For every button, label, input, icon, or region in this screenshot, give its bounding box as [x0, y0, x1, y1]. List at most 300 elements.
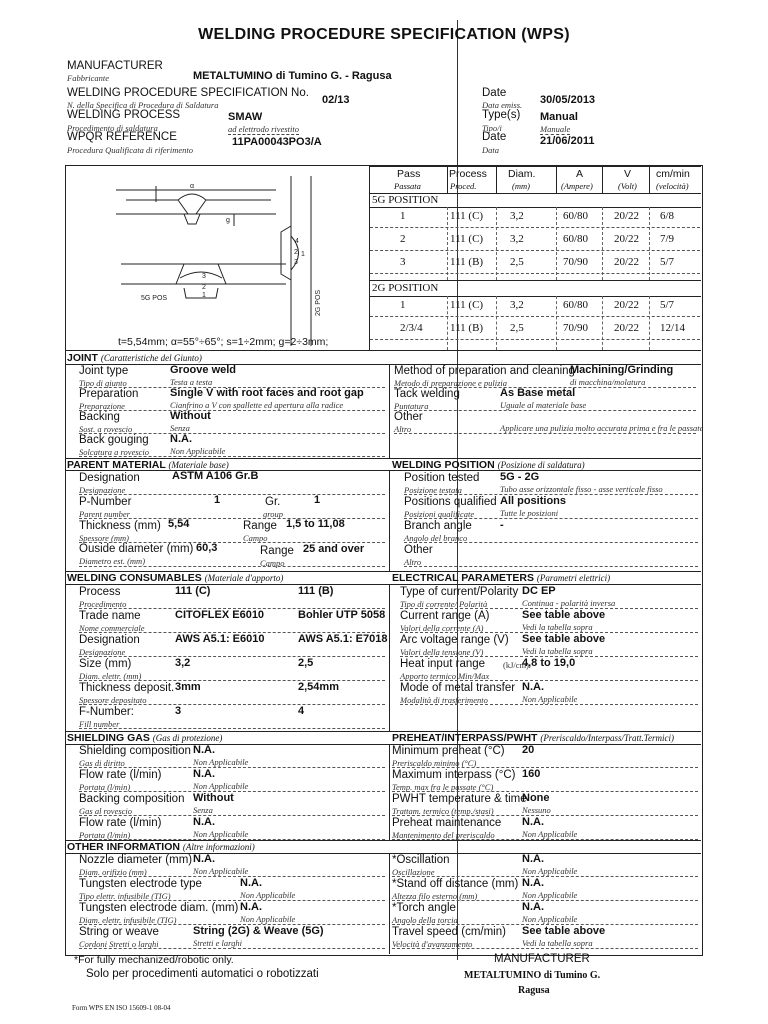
field-sub: Fill number [79, 719, 120, 729]
field-sub: Altro [404, 557, 422, 567]
section-2g-bottom [369, 296, 701, 297]
field-rule [400, 704, 698, 705]
pass-cell: 111 (C) [450, 210, 484, 222]
pass-cell: 1 [400, 299, 406, 311]
field-label: Designation [79, 634, 140, 646]
gas-heading [67, 732, 222, 744]
field-value-it: Vedi la tabella sopra [522, 646, 593, 656]
field-label: Tungsten electrode diam. (mm) [79, 902, 239, 914]
field-label: Position tested [404, 472, 480, 484]
joint-heading-en: JOINT [67, 352, 98, 364]
position-heading [392, 459, 585, 471]
signature-manufacturer-name: METALTUMINO di Tumino G. [464, 970, 601, 981]
field-value-it: Testa a testa [170, 377, 213, 387]
process-hand: ad elettrodo rivestito [228, 124, 299, 134]
field-label: String or weave [79, 926, 159, 938]
consumables-heading [67, 572, 283, 584]
field-sub: Diam. elettr. (mm) [79, 671, 142, 681]
column-divider [389, 470, 390, 571]
header-v: V [624, 168, 632, 180]
footnote-en: *For fully mechanized/robotic only. [74, 954, 234, 966]
field-value: 160 [522, 768, 541, 780]
pm-range1-label: Range [243, 520, 277, 532]
field-rule [370, 339, 700, 340]
field-rule [404, 566, 698, 567]
header-diam-it: (mm) [512, 181, 530, 191]
field-value: As Base metal [500, 387, 576, 399]
bead-label: 2 [294, 249, 298, 256]
field-label: *Oscillation [392, 854, 450, 866]
column-divider [389, 853, 390, 954]
field-rule [79, 815, 385, 816]
field-sub: Angolo della torcia [392, 915, 458, 925]
pm-pnumber-sub: Parent number [79, 509, 130, 519]
joint-dimensions: t=5,54mm; α=55°÷65°; s=1÷2mm; g=2÷3mm; [118, 336, 329, 348]
field-value: 5G - 2G [500, 471, 540, 483]
field-rule [79, 566, 385, 567]
field-label: Size (mm) [79, 658, 132, 670]
signature-manufacturer-label: MANUFACTURER [494, 953, 590, 965]
field-rule [392, 839, 698, 840]
field-sub: Portata (l/min) [79, 830, 131, 840]
field-sub: Mantenimento del preriscaldo [392, 830, 495, 840]
pass-cell: 3,2 [510, 210, 524, 222]
field-value-it: Senza [193, 805, 213, 815]
pass-cell: 3 [400, 256, 406, 268]
field-rule [79, 839, 385, 840]
bead-label: 3 [294, 259, 298, 266]
field-label: Preparation [79, 388, 139, 400]
field-sub: Procedimento [79, 599, 127, 609]
field-value: N.A. [193, 853, 215, 865]
types-hand: Manuale [540, 124, 571, 134]
field-label: Travel speed (cm/min) [392, 926, 506, 938]
divider [65, 584, 701, 585]
consumables-heading-en: WELDING CONSUMABLES [67, 572, 202, 584]
field-sub: Portata (l/min) [79, 782, 131, 792]
header-v-it: (Volt) [618, 181, 637, 191]
consumable-value-2: 2,5 [298, 657, 314, 669]
field-rule [79, 456, 385, 457]
col-sep [556, 166, 557, 193]
position-heading-en: WELDING POSITION [392, 459, 495, 471]
field-rule [394, 433, 696, 434]
header-diam: Diam. [508, 168, 536, 180]
bead-label: 4 [295, 238, 299, 245]
field-rule [404, 518, 698, 519]
field-label: Tack welding [394, 388, 460, 400]
angle-symbol: α [190, 183, 195, 190]
header-speed-it: (velocità) [656, 181, 689, 191]
col-sep [649, 166, 650, 193]
field-sub: Gas di diritto [79, 758, 125, 768]
field-sub: Sost. a rovescio [79, 424, 133, 434]
column-divider [389, 584, 390, 731]
gap-symbol: g [226, 217, 230, 224]
field-value: 4,8 to 19,0 [522, 657, 576, 669]
position-heading-it: (Posizione di saldatura) [497, 460, 585, 470]
col-sep-dashed [496, 296, 497, 350]
form-reference: Form WPS EN ISO 15609-1 08-04 [72, 1004, 171, 1012]
field-sub: Tipo di corrente/ Polarità [400, 599, 488, 609]
pass-cell: 20/22 [614, 299, 640, 311]
field-sub: Preparazione [79, 401, 125, 411]
field-value-it: Tubo asse orizzontale fisso - asse verticale fisso [500, 484, 663, 494]
process-value: SMAW [228, 111, 263, 123]
field-value-it: Non Applicabile [240, 890, 296, 900]
electrical-heading [392, 572, 610, 584]
pass-cell: 2 [400, 233, 406, 245]
field-rule [370, 316, 700, 317]
field-sub: Posizione testata [404, 485, 462, 495]
manufacturer-sub: Fabbricante [67, 73, 110, 83]
field-value: N.A. [522, 816, 544, 828]
bead-label: 1 [301, 251, 305, 258]
pass-cell: 5/7 [660, 256, 675, 268]
pass-cell: 60/80 [563, 210, 589, 222]
field-sub: Posizioni qualificate [404, 509, 475, 519]
pass-cell: 3,2 [510, 233, 524, 245]
parent-heading-en: PARENT MATERIAL [67, 459, 166, 471]
field-label: Tungsten electrode type [79, 878, 202, 890]
types-value: Manual [540, 111, 578, 123]
field-value-it: Applicare una pulizia molto accurata prima e fra le passate [500, 423, 704, 433]
col-sep-dashed [556, 296, 557, 350]
parent-heading-it: (Materiale base) [168, 460, 229, 470]
field-value: See table above [522, 633, 606, 645]
pass-cell: 20/22 [614, 322, 640, 334]
preheat-heading-it: (Preriscaldo/Interpass/Tratt.Termici) [540, 733, 674, 743]
pm-thickness-sub: Spessore (mm) [79, 533, 129, 543]
field-sub: Preriscaldo minimo (°C) [392, 758, 477, 768]
col-sep-dashed [556, 207, 557, 280]
field-sub: Valori della tensione (V) [400, 647, 484, 657]
field-label: *Torch angle [392, 902, 456, 914]
field-sub: Designazione [79, 647, 126, 657]
field-value: Single V with root faces and root gap [170, 387, 364, 399]
manufacturer-label: MANUFACTURER [67, 60, 163, 72]
field-value-it: Vedi la tabella sopra [522, 622, 593, 632]
field-rule [370, 250, 700, 251]
field-sub: Altro [394, 424, 412, 434]
field-rule [370, 227, 700, 228]
field-label: Process [79, 586, 121, 598]
wps-no-label: WELDING PROCEDURE SPECIFICATION No. [67, 87, 309, 99]
pm-range2-value: 25 and over [303, 543, 365, 555]
field-rule [394, 410, 696, 411]
pass-cell: 20/22 [614, 256, 640, 268]
field-rule [392, 767, 698, 768]
field-value: N.A. [193, 768, 215, 780]
field-label: Backing [79, 411, 120, 423]
consumable-value-2: Bohler UTP 5058 [298, 609, 386, 621]
pm-pnumber-label: P-Number [79, 496, 132, 508]
field-value-it: Non Applicabile [193, 781, 249, 791]
consumable-value-2: 4 [298, 705, 305, 717]
field-value-it: Non Applicabile [522, 866, 578, 876]
field-rule [79, 767, 385, 768]
consumable-value-1: AWS A5.1: E6010 [175, 633, 265, 645]
pass-cell: 111 (C) [450, 233, 484, 245]
pm-gr-sub: group [263, 509, 283, 519]
field-label: Mode of metal transfer [400, 682, 516, 694]
field-rule [392, 948, 698, 949]
pm-pnumber-value: 1 [214, 494, 221, 506]
field-label: Backing composition [79, 793, 185, 805]
field-label: Thickness deposit. [79, 682, 175, 694]
consumable-value-2: AWS A5.1: E7018 [298, 633, 388, 645]
col-sep [447, 166, 448, 193]
pass-cell: 2/3/4 [400, 322, 423, 334]
header-a: A [576, 168, 584, 180]
col-sep [602, 166, 603, 193]
field-rule [392, 815, 698, 816]
field-label: Type of current/Polarity [400, 586, 519, 598]
other-heading [67, 841, 255, 853]
pm-range2-sub: Campo [260, 558, 285, 568]
field-sub: Apporto termico Min/Max [400, 671, 490, 681]
document-title: WELDING PROCEDURE SPECIFICATION (WPS) [198, 26, 570, 43]
process-label: WELDING PROCESS [67, 109, 181, 121]
pm-range1-value: 1,5 to 11,08 [286, 518, 345, 530]
field-label: Preheat maintenance [392, 817, 502, 829]
pass-cell: 2,5 [510, 322, 524, 334]
field-value-it: Continua - polarità inversa [522, 598, 616, 608]
col-sep-dashed [649, 207, 650, 280]
electrical-heading-en: ELECTRICAL PARAMETERS [392, 572, 534, 584]
field-rule [79, 494, 385, 495]
divider [65, 350, 701, 351]
field-sub: Gas al rovescio [79, 806, 133, 816]
gas-heading-it: (Gas di protezione) [152, 733, 223, 743]
position-label-5g: 5G POS [141, 295, 168, 302]
field-value: Without [170, 410, 211, 422]
field-value-it: Uguale al materiale base [500, 400, 587, 410]
field-sub: Diam. elettr. infusibile (TIG) [79, 915, 177, 925]
section-2g-top [369, 280, 701, 281]
joint-heading-it: (Caratteristiche del Giunto) [100, 353, 202, 363]
field-value: Machining/Grinding [570, 364, 674, 376]
field-sub: Angolo del branco [404, 533, 468, 543]
pass-table-top [369, 166, 701, 167]
pass-cell: 1 [400, 210, 406, 222]
field-sub: Cordoni Stretti o larghi [79, 939, 159, 949]
field-value-it: Non Applicabile [240, 914, 296, 924]
field-value: See table above [522, 609, 606, 621]
field-sub: Tipo elettr. infusibile (TIG) [79, 891, 171, 901]
types-label: Type(s) [482, 109, 521, 121]
pm-thickness-label: Thickness (mm) [79, 520, 161, 532]
consumable-value-2: 111 (B) [298, 585, 334, 597]
field-rule [79, 900, 385, 901]
field-value-it: Cianfrino a V con spallette ed apertura alla radice [170, 400, 344, 410]
field-sub: Diam. orifizio (mm) [79, 867, 147, 877]
field-label: Other [404, 544, 433, 556]
joint-sketch [66, 166, 366, 351]
date2-sub: Data [482, 145, 499, 155]
field-sub: Metodo di preparazione e pulizia [394, 378, 508, 388]
field-value: N.A. [522, 853, 544, 865]
field-value-it: Non Applicabile [522, 890, 578, 900]
field-label: Maximum interpass (°C) [392, 769, 516, 781]
field-value: See table above [522, 925, 606, 937]
wpqr-sub: Procedura Qualificata di riferimento [67, 145, 193, 155]
pass-cell: 20/22 [614, 210, 640, 222]
position-label-2g: 2G POS [315, 289, 322, 316]
field-value: None [522, 792, 550, 804]
field-label: F-Number: [79, 706, 134, 718]
pm-gr-value: 1 [314, 494, 321, 506]
field-value: N.A. [240, 877, 262, 889]
field-label: Trade name [79, 610, 141, 622]
field-label: Other [394, 411, 423, 423]
date2-label: Date [482, 131, 507, 143]
pm-od-sub: Diametro est. (mm) [79, 556, 146, 566]
field-value: N.A. [193, 816, 215, 828]
field-label: Flow rate (l/min) [79, 817, 162, 829]
date1-value: 30/05/2013 [540, 94, 596, 106]
field-value: Groove weld [170, 364, 237, 376]
other-heading-it: (Altre informazioni) [182, 842, 255, 852]
field-value: Without [193, 792, 234, 804]
signature-manufacturer-city: Ragusa [518, 985, 550, 996]
field-sub: Tipo di giunto [79, 378, 127, 388]
pm-thickness-value: 5,54 [168, 518, 190, 530]
field-sub: Modalità di trasferimento [400, 695, 488, 705]
field-label: Back gouging [79, 434, 149, 446]
header-pass-it: Passata [394, 181, 421, 191]
pm-designation-sub: Designazione [79, 485, 126, 495]
wps-no-value: 02/13 [322, 94, 350, 106]
field-label: Current range (A) [400, 610, 490, 622]
field-sub: Altezza filo esterno (mm) [392, 891, 478, 901]
field-label: Joint type [79, 365, 129, 377]
date2-value: 21/06/2011 [540, 135, 595, 147]
consumable-value-1: CITOFLEX E6010 [175, 609, 265, 621]
field-sub: Puntatura [394, 401, 429, 411]
field-sub: Trattam. termico (temp./stasi) [392, 806, 494, 816]
field-value: All positions [500, 495, 566, 507]
field-rule [79, 728, 385, 729]
field-value-it: Non Applicabile [193, 866, 249, 876]
pass-cell: 6/8 [660, 210, 675, 222]
date1-label: Date [482, 87, 507, 99]
field-value-it: Senza [170, 423, 190, 433]
field-value: N.A. [522, 901, 544, 913]
field-value: N.A. [170, 433, 192, 445]
field-label: Flow rate (l/min) [79, 769, 162, 781]
field-value: N.A. [522, 681, 544, 693]
field-rule [79, 876, 385, 877]
pm-od-label: Ouside diameter (mm) [79, 543, 194, 555]
pass-cell: 111 (B) [450, 256, 484, 268]
col-sep-dashed [602, 207, 603, 280]
pass-cell: 3,2 [510, 299, 524, 311]
column-divider [389, 744, 390, 840]
consumable-value-2: 2,54mm [298, 681, 339, 693]
field-sub: Oscillazione [392, 867, 435, 877]
field-rule [392, 876, 698, 877]
col-sep-dashed [447, 296, 448, 350]
pass-cell: 70/90 [563, 256, 589, 268]
consumables-heading-it: (Materiale d'apporto) [204, 573, 284, 583]
pm-range2-label: Range [260, 545, 294, 557]
pm-designation-value: ASTM A106 Gr.B [172, 470, 259, 482]
field-label: Method of preparation and cleaning [394, 365, 575, 377]
field-rule [79, 680, 385, 681]
section-5g-label: 5G POSITION [372, 194, 439, 206]
field-value: - [500, 519, 504, 531]
field-value: String (2G) & Weave (5G) [193, 925, 324, 937]
pass-cell: 7/9 [660, 233, 675, 245]
header-process-it: Proced. [450, 181, 477, 191]
consumable-value-1: 3,2 [175, 657, 191, 669]
wpqr-label: WPQR REFERENCE [67, 131, 177, 143]
field-rule [79, 410, 385, 411]
field-rule [79, 948, 385, 949]
field-value-it: Vedi la tabella sopra [522, 938, 593, 948]
preheat-heading-en: PREHEAT/INTERPASS/PWHT [392, 732, 538, 744]
field-rule [404, 542, 698, 543]
field-rule [79, 656, 385, 657]
field-value-it: Non Applicabile [193, 757, 249, 767]
bead-label: 3 [202, 273, 206, 280]
field-label: Shielding composition [79, 745, 191, 757]
col-sep-dashed [602, 296, 603, 350]
field-label: Nozzle diameter (mm) [79, 854, 193, 866]
pass-cell: 60/80 [563, 233, 589, 245]
date1-sub: Data emiss. [482, 100, 523, 110]
section-2g-label: 2G POSITION [372, 282, 439, 294]
field-sub: Temp. max fra le passate (°C) [392, 782, 494, 792]
pm-od-value: 60,3 [196, 542, 218, 554]
pm-designation-label: Designation [79, 472, 140, 484]
col-sep-dashed [447, 207, 448, 280]
field-value-it: Nessuno [522, 805, 551, 815]
pass-cell: 12/14 [660, 322, 686, 334]
joint-heading [67, 352, 202, 364]
header-process: Process [449, 168, 487, 180]
pm-gr-label: Gr. [265, 496, 281, 508]
other-heading-en: OTHER INFORMATION [67, 841, 180, 853]
wpqr-value: 11PA00043PO3/A [232, 136, 322, 148]
field-unit: (kJ/cm) [503, 660, 529, 670]
field-label: Heat input range [400, 658, 486, 670]
field-value-it: Non Applicabile [522, 829, 578, 839]
types-sub: Tipo/i [482, 123, 502, 133]
section-5g-bottom [369, 207, 701, 208]
pass-cell: 60/80 [563, 299, 589, 311]
field-label: *Stand off distance (mm) [392, 878, 519, 890]
pass-cell: 20/22 [614, 233, 640, 245]
header-pass: Pass [397, 168, 421, 180]
preheat-heading [392, 732, 674, 744]
field-value: N.A. [240, 901, 262, 913]
field-sub: Velocità d'avanzamento [392, 939, 473, 949]
pass-cell: 111 (B) [450, 322, 484, 334]
field-rule [392, 900, 698, 901]
consumable-value-1: 111 (C) [175, 585, 211, 597]
field-rule [370, 273, 700, 274]
pass-cell: 5/7 [660, 299, 675, 311]
field-value-it: Non Applicabile [522, 694, 578, 704]
col-sep-dashed [649, 296, 650, 350]
bead-label: 2 [202, 284, 206, 291]
col-sep [496, 166, 497, 193]
consumable-value-1: 3mm [175, 681, 201, 693]
field-value: N.A. [193, 744, 215, 756]
consumable-value-1: 3 [175, 705, 182, 717]
